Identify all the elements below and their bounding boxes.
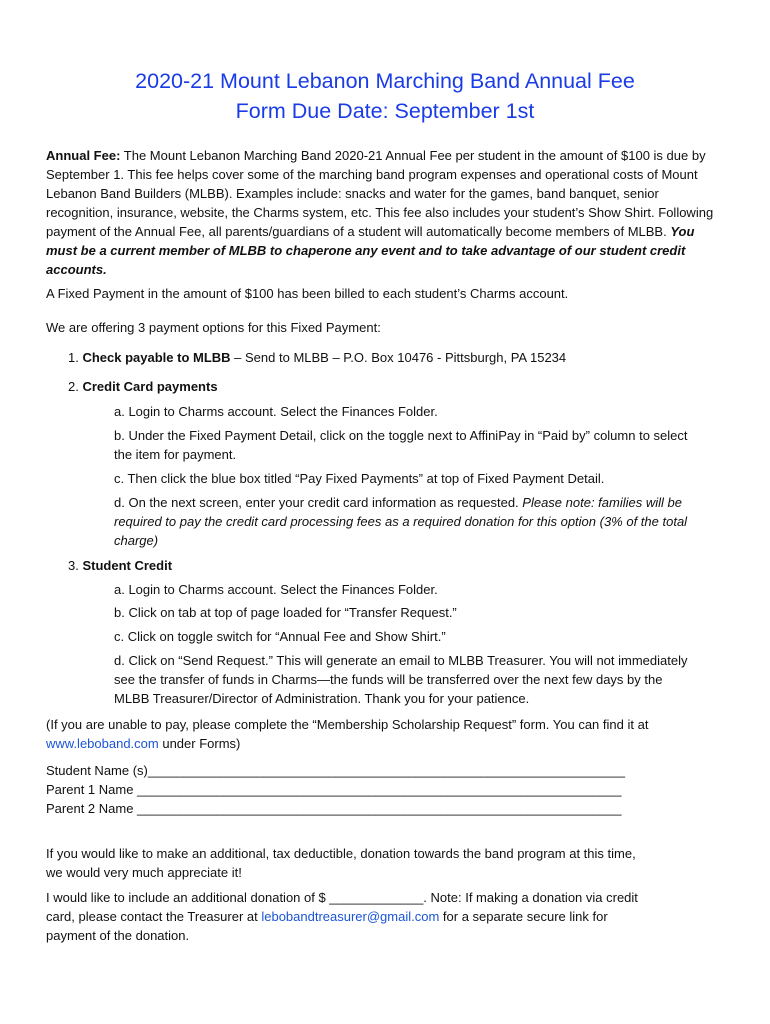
scholarship-text-end: under Forms): [158, 736, 241, 751]
donation-paragraph: [46, 888, 651, 945]
title-line-2: Form Due Date: September 1st: [235, 99, 535, 123]
credit-step-a: a. Login to Charms account. Select the Finances Folder.: [114, 404, 438, 419]
credit-step-d: [114, 493, 694, 550]
scholarship-note: [46, 715, 656, 753]
annual-fee-text: The Mount Lebanon Marching Band 2020-21 Annual Fee per student in the amount of $100 is due by September 1. This fee helps cover some of the marching band program expenses and operational costs of Mount Lebanon Band Builders (MLBB). Examples include: snacks and water for the games, band banquet, senior recognition, insurance, website, the Charms system, etc. This fee also includes your student’s Show Shirt. Following payment of the Annual Fee, all parents/guardians of a student will automatically become members of MLBB.: [46, 148, 714, 239]
student-credit-step-d: d. Click on “Send Request.” This will generate an email to MLBB Treasurer. You will not immediately see the transfer of funds in Charms—the funds will be transferred over the next few days by the MLBB Treasurer/Director of Administration. Thank you for your patience.: [114, 653, 688, 706]
scholarship-text: (If you are unable to pay, please complete the “Membership Scholarship Request” form. You can find it at: [46, 717, 649, 732]
credit-fee-note: Please note: families will be required to pay the credit card processing fees as a required donation for this option (3% of the total charge): [114, 495, 688, 548]
option-check: [68, 348, 708, 367]
leboband-link[interactable]: www.leboband.com: [46, 736, 159, 751]
parent-1-name-field[interactable]: Parent 1 Name ___________________________________________________________________: [46, 782, 622, 797]
credit-step-b: b. Under the Fixed Payment Detail, click on the toggle next to AffiniPay in “Paid by” column to select the item for payment.: [114, 428, 688, 462]
donation-appeal: If you would like to make an additional, tax deductible, donation towards the band program at this time, we would very much appreciate it!: [46, 846, 636, 880]
option-title: Check payable to MLBB: [82, 350, 231, 365]
student-credit-step-c: c. Click on toggle switch for “Annual Fee and Show Shirt.”: [114, 629, 446, 644]
credit-step-d-text: d. On the next screen, enter your credit card information as requested.: [114, 495, 523, 510]
student-credit-step-b: b. Click on tab at top of page loaded for “Transfer Request.”: [114, 605, 457, 620]
annual-fee-paragraph: [46, 146, 716, 279]
option-student-credit: [68, 556, 708, 575]
student-credit-step-a: a. Login to Charms account. Select the Finances Folder.: [114, 582, 438, 597]
option-credit-card: [68, 377, 708, 396]
option-title: Student Credit: [82, 558, 173, 573]
student-name-field[interactable]: Student Name (s)__________________________________________________________________: [46, 763, 626, 778]
page-title: [0, 66, 770, 126]
option-number: 1.: [68, 350, 79, 365]
option-number: 2.: [68, 379, 79, 394]
fixed-payment-note: A Fixed Payment in the amount of $100 has been billed to each student’s Charms account.: [46, 286, 569, 301]
donation-text-end: for a separate secure link for payment of the donation.: [46, 909, 608, 943]
option-detail: – Send to MLBB – P.O. Box 10476 - Pittsburgh, PA 15234: [230, 350, 567, 365]
membership-emphasis: You must be a current member of MLBB to chaperone any event and to take advantage of our student credit accounts.: [46, 224, 695, 277]
option-number: 3.: [68, 558, 79, 573]
title-line-1: 2020-21 Mount Lebanon Marching Band Annual Fee: [135, 69, 635, 93]
options-intro: We are offering 3 payment options for this Fixed Payment:: [46, 320, 381, 335]
treasurer-email-link[interactable]: lebobandtreasurer@gmail.com: [261, 909, 440, 924]
parent-2-name-field[interactable]: Parent 2 Name ___________________________________________________________________: [46, 801, 622, 816]
credit-step-c: c. Then click the blue box titled “Pay Fixed Payments” at top of Fixed Payment Detail.: [114, 471, 605, 486]
annual-fee-label: Annual Fee:: [46, 148, 121, 163]
donation-text: I would like to include an additional donation of $ _____________. Note: If making a donation via credit card, please contact the Treasurer at: [46, 890, 638, 924]
option-title: Credit Card payments: [82, 379, 218, 394]
